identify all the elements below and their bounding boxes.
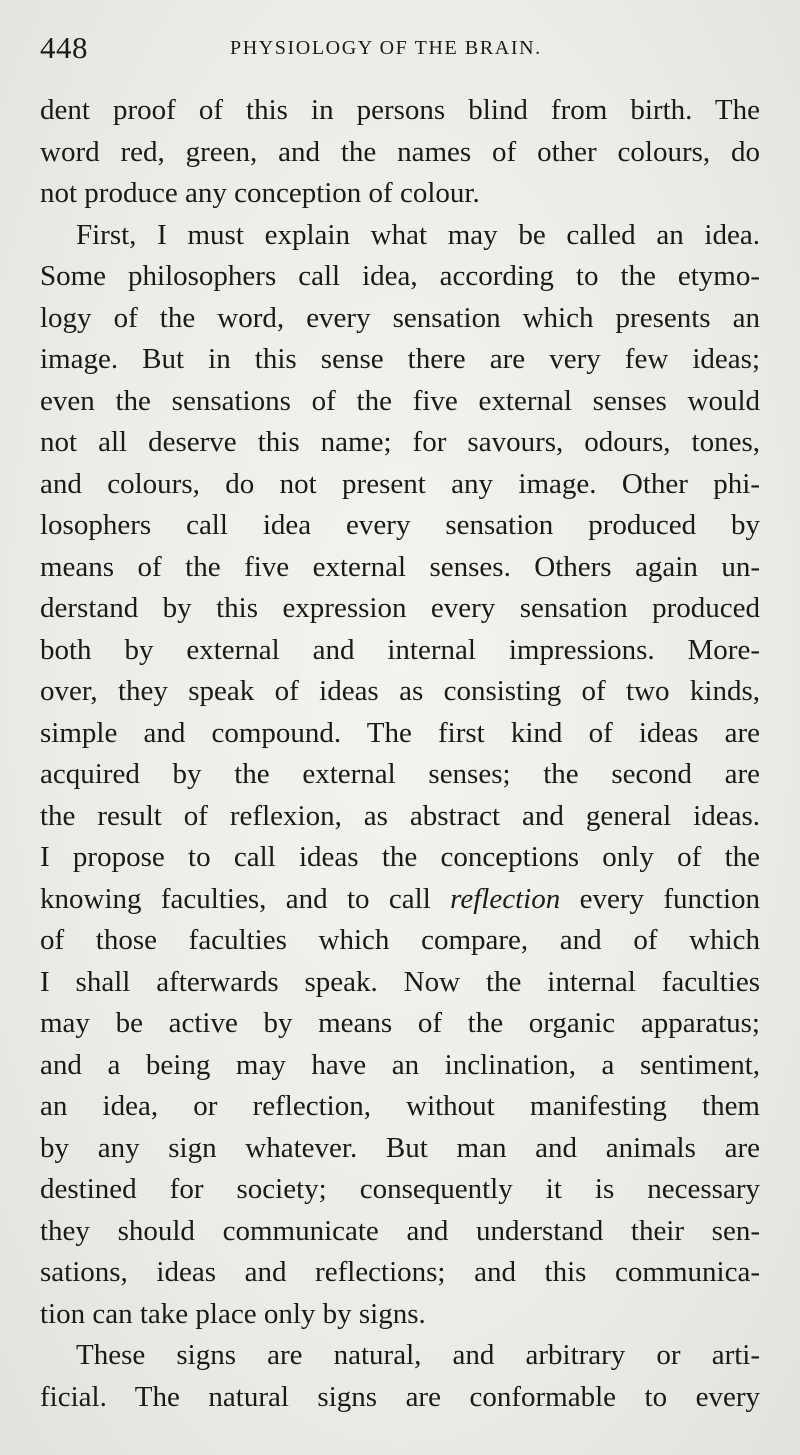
text-line: Some philosophers call idea, according to the etymo- — [40, 260, 760, 292]
text-line: they should communicate and understand their sen- — [40, 1214, 760, 1247]
page-number: 448 — [40, 30, 88, 65]
text-line: of those faculties which compare, and of which — [40, 924, 760, 956]
text-line: and a being may have an inclination, a sentiment, — [40, 1048, 760, 1081]
text-line: image. But in this sense there are very few ideas; — [40, 343, 760, 375]
text-line: means of the five external senses. Others again un- — [40, 550, 760, 583]
body-text — [40, 90, 760, 1418]
text-line: even the sensations of the five external senses would — [40, 384, 760, 417]
line-text-after: every function — [560, 882, 760, 915]
text-line: an idea, or reflection, without manifesting them — [40, 1090, 760, 1122]
text-line: acquired by the external senses; the second are — [40, 758, 760, 790]
text-line: may be active by means of the organic apparatus; — [40, 1007, 760, 1039]
text-line: dent proof of this in persons blind from birth. The — [40, 94, 760, 126]
running-head: PHYSIOLOGY OF THE BRAIN. — [230, 37, 542, 59]
text-line: ficial. The natural signs are conformable to every — [40, 1380, 760, 1413]
text-line: and colours, do not present any image. Other phi- — [40, 467, 760, 500]
text-line: I shall afterwards speak. Now the internal faculties — [40, 965, 760, 998]
page-header — [40, 30, 760, 70]
text-line: not all deserve this name; for savours, odours, tones, — [40, 426, 760, 458]
paragraph-start-line: These signs are natural, and arbitrary or arti- — [76, 1339, 760, 1371]
text-line: word red, green, and the names of other colours, do — [40, 135, 760, 168]
text-line: both by external and internal impressions. More- — [40, 633, 760, 666]
line-text-before: knowing faculties, and to call — [40, 882, 451, 915]
text-line: I propose to call ideas the conceptions only of the — [40, 841, 760, 873]
text-line: not produce any conception of colour. — [40, 177, 480, 209]
text-line-with-italic — [40, 879, 760, 921]
text-line: by any sign whatever. But man and animals are — [40, 1131, 760, 1164]
text-line: over, they speak of ideas as consisting of two kinds, — [40, 675, 760, 707]
paragraph-start-line: First, I must explain what may be called an idea. — [76, 218, 760, 251]
text-line: losophers call idea every sensation produced by — [40, 509, 760, 541]
text-line: the result of reflexion, as abstract and general ideas. — [40, 799, 760, 832]
italic-word: reflection — [450, 882, 561, 915]
text-line: logy of the word, every sensation which presents an — [40, 301, 760, 334]
text-line: tion can take place only by signs. — [40, 1297, 426, 1330]
text-line: derstand by this expression every sensation produced — [40, 592, 760, 624]
text-line: sations, ideas and reflections; and this communica- — [40, 1256, 760, 1288]
text-line: simple and compound. The first kind of ideas are — [40, 716, 760, 749]
text-line: destined for society; consequently it is necessary — [40, 1173, 760, 1205]
